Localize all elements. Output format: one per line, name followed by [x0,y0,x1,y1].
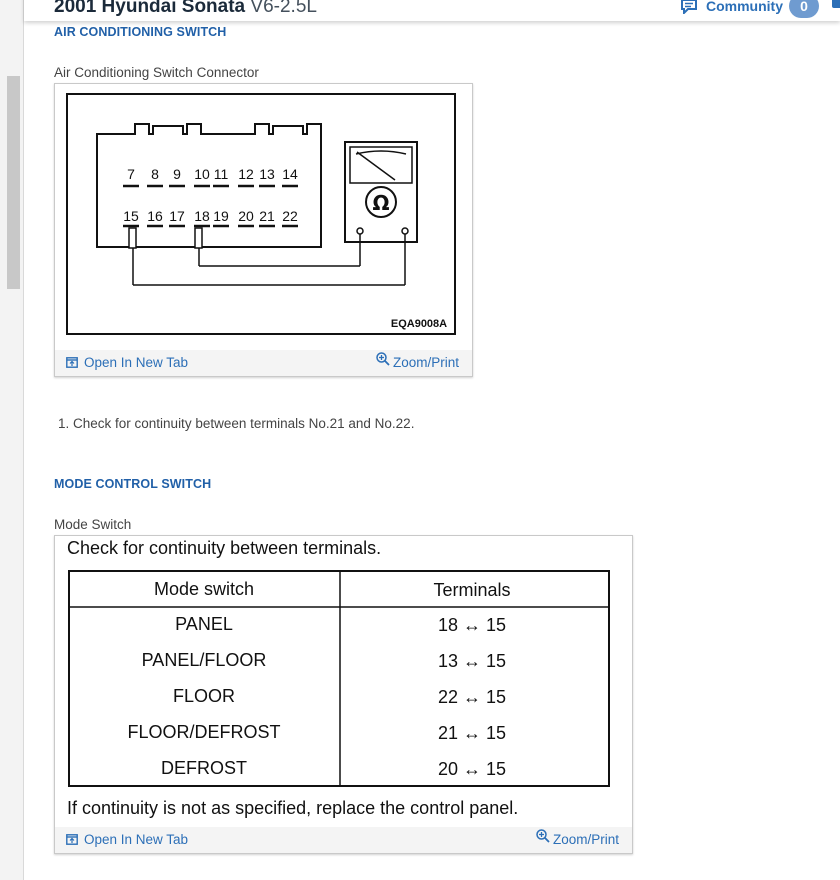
terminal-label: 7 [127,166,135,182]
terminal-label: 19 [213,208,229,224]
open-new-tab-label: Open In New Tab [84,355,189,370]
ac-zoom-print-link[interactable] [376,352,460,370]
zoom-in-icon [536,829,550,844]
mode-row-label: PANEL [175,614,233,634]
mode-table-rows [127,614,506,779]
community-label: Community [706,0,783,14]
terminals-column-header: Terminals [433,580,511,600]
mode-row-terminals: 13 ↔ 15 [437,651,507,671]
header-action-icon[interactable] [832,0,840,8]
terminal-label: 11 [213,166,229,182]
chat-icon [680,0,698,14]
engine-label: V6-2.5L [250,0,317,17]
mode-intro-text: Check for continuity between terminals. [67,538,382,558]
terminal-label: 12 [238,166,254,182]
terminal-label: 20 [238,208,254,224]
open-new-tab-label: Open In New Tab [84,832,189,847]
mode-row-label: FLOOR/DEFROST [127,722,281,742]
terminal-label: 9 [173,166,181,182]
terminal-label: 18 [194,208,210,224]
zoom-in-icon [376,352,390,367]
vehicle-name: 2001 Hyundai Sonata [54,0,246,17]
ac-section-title: AIR CONDITIONING SWITCH [54,25,227,39]
mode-row-label: PANEL/FLOOR [141,650,267,670]
left-scrollbar[interactable] [7,76,20,289]
vehicle-header [24,0,840,21]
ac-check-step: 1. Check for continuity between terminals No.21 and No.22. [58,416,415,431]
mode-column-header: Mode switch [153,579,255,599]
zoom-print-label: Zoom/Print [553,832,620,847]
terminal-label: 10 [194,166,210,182]
terminal-label: 13 [259,166,275,182]
ohm-symbol: Ω [372,191,390,215]
mode-open-new-tab-link[interactable] [66,832,188,847]
mode-switch-table-image [55,536,632,826]
terminal-label: 14 [282,166,298,182]
open-tab-icon [66,357,78,368]
community-count-badge: 0 [789,0,819,18]
mode-row-label: DEFROST [160,758,248,778]
mode-switch-figure [54,535,633,854]
mode-row-terminals: 21 ↔ 15 [437,723,507,743]
mode-section-title: MODE CONTROL SWITCH [54,477,212,491]
mode-row-terminals: 20 ↔ 15 [437,759,507,779]
mode-zoom-print-link[interactable] [536,829,620,847]
zoom-print-label: Zoom/Print [393,355,460,370]
terminal-label: 15 [123,208,139,224]
mode-row-terminals: 22 ↔ 15 [437,687,507,707]
ac-connector-figure [54,83,473,377]
terminal-label: 22 [282,208,298,224]
ac-figure-caption: Air Conditioning Switch Connector [54,65,259,80]
mode-note-text: If continuity is not as specified, replace the control panel. [67,798,519,818]
ac-connector-diagram [55,84,472,350]
community-button[interactable] [680,0,819,18]
mode-row-terminals: 18 ↔ 15 [437,615,507,635]
mode-figure-caption: Mode Switch [54,517,132,532]
mode-figure-footer [55,827,632,853]
figure-code: EQA9008A [390,318,448,330]
vehicle-title [54,0,317,18]
open-tab-icon [66,834,78,845]
ac-open-new-tab-link[interactable] [66,355,188,370]
terminal-label: 17 [169,208,185,224]
terminal-label: 21 [259,208,275,224]
terminal-label: 16 [147,208,163,224]
terminal-label: 8 [151,166,159,182]
mode-row-label: FLOOR [172,686,236,706]
ac-figure-footer [55,350,472,376]
